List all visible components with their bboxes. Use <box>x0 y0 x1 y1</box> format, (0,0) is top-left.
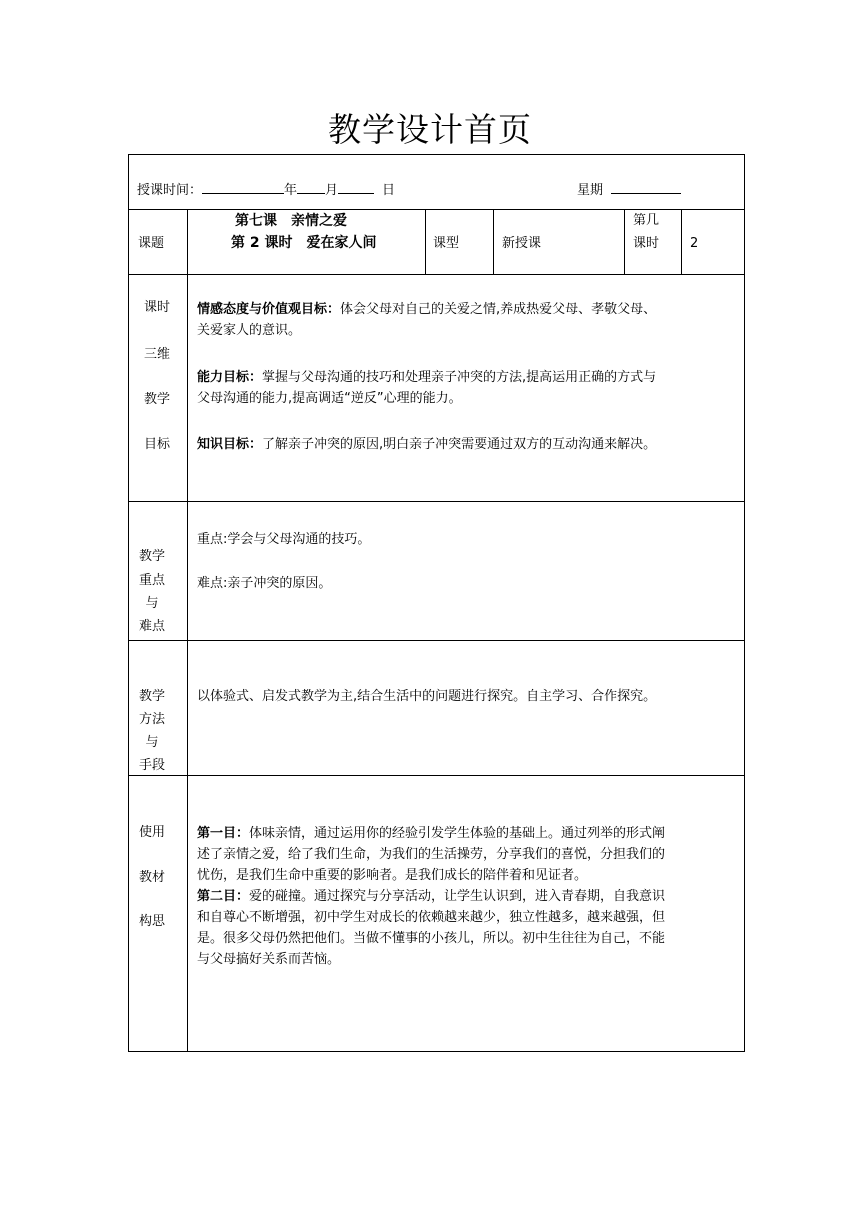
materials-section2-line: 是。很多父母仍然把他们。当做不懂事的小孩儿，所以。初中生往往为自己，不能 <box>197 931 666 946</box>
teaching-time-label: 授课时间： <box>137 183 203 198</box>
emotion-objective-line1: 体会父母对自己的关爱之情,养成热爱父母、孝敬父母、 <box>340 302 657 317</box>
row-divider <box>128 501 745 502</box>
column-divider <box>624 209 625 274</box>
column-divider <box>425 209 426 274</box>
lesson-title-line1: 第七课 亲情之爱 <box>235 213 347 229</box>
difficult-point: 难点:亲子冲突的原因。 <box>197 576 332 591</box>
year-blank <box>202 179 284 194</box>
knowledge-objective-line1: 了解亲子冲突的原因,明白亲子冲突需要通过双方的互动沟通来解决。 <box>262 437 657 452</box>
methods-label-4: 手段 <box>138 758 165 773</box>
column-divider <box>681 209 682 274</box>
emotion-objective-title: 情感态度与价值观目标： <box>197 302 341 317</box>
methods-label-2: 方法 <box>138 712 165 727</box>
materials-section2-line: 和自尊心不断增强，初中学生对成长的依赖越来越少，独立性越多，越来越强，但 <box>197 910 666 925</box>
materials-label-1: 使用 <box>138 825 165 840</box>
objectives-label-3: 教学 <box>143 392 170 407</box>
day-blank <box>338 179 374 194</box>
knowledge-objective <box>197 434 656 455</box>
weekday-blank <box>611 179 681 194</box>
materials-text <box>197 823 665 970</box>
ability-objective-line1: 掌握与父母沟通的技巧和处理亲子冲突的方法,提高运用正确的方式与 <box>262 370 657 385</box>
methods-label-3: 与 <box>145 735 159 750</box>
materials-section1-line: 忧伤，是我们生命中重要的影响者。是我们成长的陪伴着和见证者。 <box>197 868 588 883</box>
lesson-label: 课题 <box>138 236 165 251</box>
period-value: 2 <box>690 236 699 251</box>
period-label-line1: 第几 <box>633 213 660 228</box>
methods-text: 以体验式、启发式教学为主,结合生活中的问题进行探究。自主学习、合作探究。 <box>197 689 657 704</box>
ability-objective-title: 能力目标： <box>197 370 263 385</box>
day-label: 日 <box>382 183 396 198</box>
emotion-objective-line2: 关爱家人的意识。 <box>197 323 302 338</box>
materials-section2-title: 第二目： <box>197 889 250 904</box>
focus-label-2: 重点 <box>138 573 165 588</box>
materials-section1-title: 第一目： <box>197 826 250 841</box>
weekday-label: 星期 <box>577 183 604 198</box>
year-label: 年 <box>284 183 298 198</box>
emotion-objective <box>197 299 656 341</box>
month-label: 月 <box>325 183 339 198</box>
column-divider <box>187 209 188 1052</box>
row-divider <box>128 640 745 641</box>
lesson-type-value: 新授课 <box>502 236 542 251</box>
column-divider <box>493 209 494 274</box>
materials-label-3: 构思 <box>138 914 165 929</box>
materials-section1-line: 体味亲情，通过运用你的经验引发学生体验的基础上。通过列举的形式阐 <box>249 826 666 841</box>
materials-section2-line: 爱的碰撞。通过探究与分享活动，让学生认识到，进入青春期，自我意识 <box>249 889 666 904</box>
focus-label-4: 难点 <box>138 619 165 634</box>
focus-label-3: 与 <box>145 596 159 611</box>
row-divider <box>128 274 745 275</box>
weekday-field <box>577 179 681 201</box>
row-divider <box>128 775 745 776</box>
ability-objective-line2: 父母沟通的能力,提高调适“逆反”心理的能力。 <box>197 391 462 406</box>
materials-section1-line: 述了亲情之爱，给了我们生命，为我们的生活操劳，分享我们的喜悦，分担我们的 <box>197 847 666 862</box>
methods-label-1: 教学 <box>138 689 165 704</box>
focus-label-1: 教学 <box>138 549 165 564</box>
ability-objective <box>197 367 656 409</box>
lesson-title-line2: 第 2 课时 爱在家人间 <box>231 235 377 251</box>
objectives-label-2: 三维 <box>143 347 170 362</box>
key-point: 重点:学会与父母沟通的技巧。 <box>197 532 371 547</box>
materials-label-2: 教材 <box>138 870 165 885</box>
lesson-type-label: 课型 <box>433 236 460 251</box>
month-blank <box>297 179 325 194</box>
materials-section2-line: 与父母搞好关系而苦恼。 <box>197 952 341 967</box>
objectives-label-4: 目标 <box>143 437 170 452</box>
row-divider <box>128 209 745 210</box>
objectives-label-1: 课时 <box>143 300 170 315</box>
knowledge-objective-title: 知识目标： <box>197 437 263 452</box>
teaching-time-row <box>137 179 395 201</box>
period-label-line2: 课时 <box>633 236 660 251</box>
page-title: 教学设计首页 <box>328 110 532 149</box>
